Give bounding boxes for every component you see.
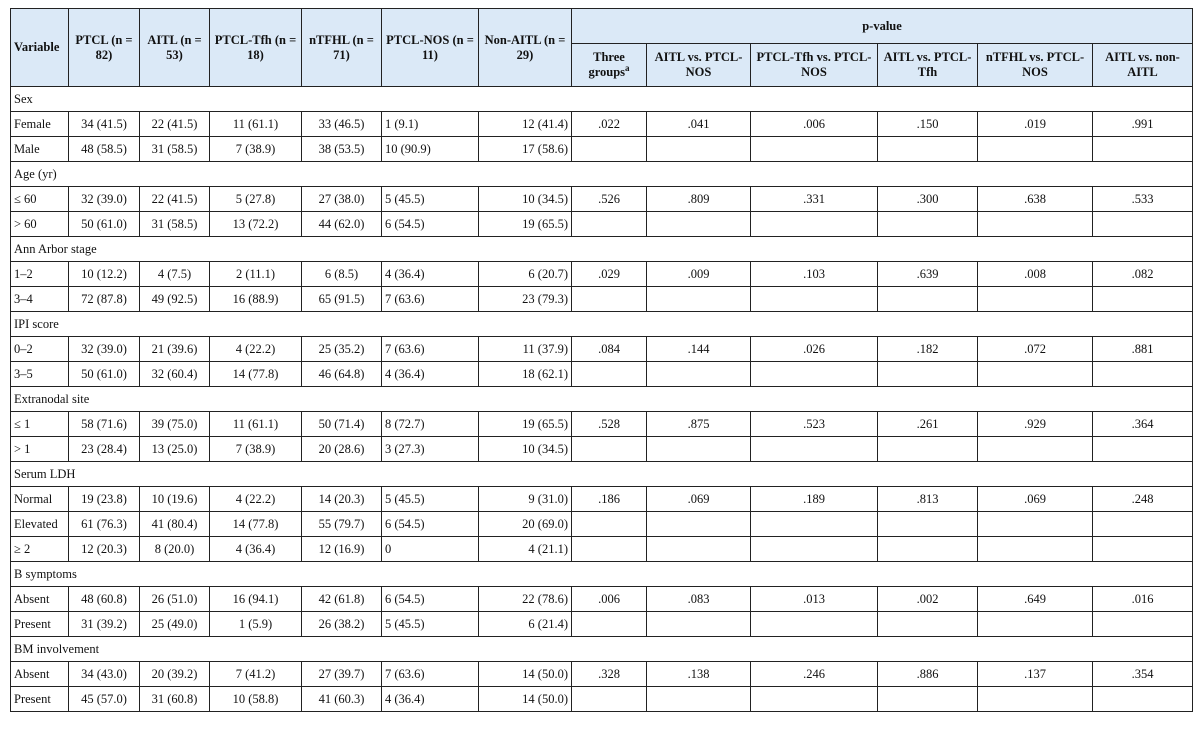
- p-value-cell: .103: [751, 262, 878, 287]
- table-row: [11, 437, 1193, 462]
- table-row: [11, 262, 1193, 287]
- group-label: Serum LDH: [11, 462, 1193, 487]
- p-value-cell: .002: [878, 587, 978, 612]
- p-value-cell: .354: [1093, 662, 1193, 687]
- count-cell: 41 (60.3): [302, 687, 382, 712]
- p-value-cell: .186: [572, 487, 647, 512]
- count-cell: 50 (61.0): [69, 362, 140, 387]
- count-cell: 14 (77.8): [210, 512, 302, 537]
- p-value-cell: [751, 512, 878, 537]
- p-value-cell: .009: [647, 262, 751, 287]
- count-cell: 41 (80.4): [140, 512, 210, 537]
- count-cell: 1 (9.1): [382, 112, 479, 137]
- p-value-cell: [647, 437, 751, 462]
- group-row: [11, 562, 1193, 587]
- count-cell: 6 (8.5): [302, 262, 382, 287]
- count-cell: 44 (62.0): [302, 212, 382, 237]
- p-value-cell: [751, 687, 878, 712]
- p-value-cell: .528: [572, 412, 647, 437]
- table-row: [11, 112, 1193, 137]
- count-cell: 22 (41.5): [140, 112, 210, 137]
- p-value-cell: .041: [647, 112, 751, 137]
- count-cell: 3 (27.3): [382, 437, 479, 462]
- group-label: Extranodal site: [11, 387, 1193, 412]
- table-row: [11, 487, 1193, 512]
- p-value-cell: [978, 687, 1093, 712]
- header-variable: Variable: [11, 9, 69, 87]
- p-value-cell: [878, 212, 978, 237]
- group-row: [11, 87, 1193, 112]
- group-label: Sex: [11, 87, 1193, 112]
- header-aitl-vs-ptcl-nos: AITL vs. PTCL-NOS: [647, 44, 751, 87]
- count-cell: 25 (49.0): [140, 612, 210, 637]
- count-cell: 20 (69.0): [479, 512, 572, 537]
- count-cell: 32 (60.4): [140, 362, 210, 387]
- p-value-cell: .069: [978, 487, 1093, 512]
- p-value-cell: .875: [647, 412, 751, 437]
- p-value-cell: [647, 362, 751, 387]
- p-value-cell: .006: [572, 587, 647, 612]
- p-value-cell: [751, 362, 878, 387]
- p-value-cell: [978, 212, 1093, 237]
- p-value-cell: [572, 137, 647, 162]
- count-cell: 16 (88.9): [210, 287, 302, 312]
- count-cell: 31 (58.5): [140, 212, 210, 237]
- count-cell: 32 (39.0): [69, 187, 140, 212]
- count-cell: 31 (60.8): [140, 687, 210, 712]
- count-cell: 18 (62.1): [479, 362, 572, 387]
- p-value-cell: .813: [878, 487, 978, 512]
- category-cell: Absent: [11, 662, 69, 687]
- count-cell: 16 (94.1): [210, 587, 302, 612]
- count-cell: 14 (77.8): [210, 362, 302, 387]
- p-value-cell: .013: [751, 587, 878, 612]
- p-value-cell: [878, 437, 978, 462]
- p-value-cell: .638: [978, 187, 1093, 212]
- p-value-cell: [978, 512, 1093, 537]
- p-value-cell: [1093, 362, 1193, 387]
- count-cell: 6 (54.5): [382, 587, 479, 612]
- group-row: [11, 237, 1193, 262]
- header-aitl-vs-ptcl-tfh: AITL vs. PTCL-Tfh: [878, 44, 978, 87]
- header-ptcl-tfh-vs-ptcl-nos: PTCL-Tfh vs. PTCL-NOS: [751, 44, 878, 87]
- p-value-cell: [878, 537, 978, 562]
- count-cell: 46 (64.8): [302, 362, 382, 387]
- count-cell: 21 (39.6): [140, 337, 210, 362]
- group-row: [11, 462, 1193, 487]
- category-cell: > 1: [11, 437, 69, 462]
- p-value-cell: [978, 437, 1093, 462]
- group-label: BM involvement: [11, 637, 1193, 662]
- count-cell: 7 (63.6): [382, 337, 479, 362]
- count-cell: 48 (58.5): [69, 137, 140, 162]
- category-cell: Present: [11, 687, 69, 712]
- clinical-characteristics-table: [10, 8, 1193, 712]
- count-cell: 4 (21.1): [479, 537, 572, 562]
- p-value-cell: .261: [878, 412, 978, 437]
- count-cell: 39 (75.0): [140, 412, 210, 437]
- p-value-cell: [647, 512, 751, 537]
- table-row: [11, 662, 1193, 687]
- p-value-cell: [751, 212, 878, 237]
- p-value-cell: [572, 362, 647, 387]
- count-cell: 10 (12.2): [69, 262, 140, 287]
- p-value-cell: .006: [751, 112, 878, 137]
- p-value-cell: .248: [1093, 487, 1193, 512]
- count-cell: 50 (61.0): [69, 212, 140, 237]
- count-cell: 5 (45.5): [382, 487, 479, 512]
- header-aitl-vs-non-aitl: AITL vs. non-AITL: [1093, 44, 1193, 87]
- group-label: IPI score: [11, 312, 1193, 337]
- count-cell: 12 (41.4): [479, 112, 572, 137]
- group-label: Ann Arbor stage: [11, 237, 1193, 262]
- count-cell: 4 (22.2): [210, 487, 302, 512]
- count-cell: 10 (90.9): [382, 137, 479, 162]
- count-cell: 7 (38.9): [210, 437, 302, 462]
- category-cell: Male: [11, 137, 69, 162]
- count-cell: 14 (50.0): [479, 687, 572, 712]
- p-value-cell: .150: [878, 112, 978, 137]
- header-ntfhl-vs-ptcl-nos: nTFHL vs. PTCL-NOS: [978, 44, 1093, 87]
- p-value-cell: .533: [1093, 187, 1193, 212]
- count-cell: 22 (41.5): [140, 187, 210, 212]
- p-value-cell: [647, 537, 751, 562]
- count-cell: 9 (31.0): [479, 487, 572, 512]
- p-value-cell: .182: [878, 337, 978, 362]
- table-row: [11, 362, 1193, 387]
- p-value-cell: [878, 687, 978, 712]
- p-value-cell: [572, 687, 647, 712]
- category-cell: 3–5: [11, 362, 69, 387]
- p-value-cell: [572, 437, 647, 462]
- count-cell: 13 (25.0): [140, 437, 210, 462]
- count-cell: 25 (35.2): [302, 337, 382, 362]
- count-cell: 6 (54.5): [382, 212, 479, 237]
- category-cell: 3–4: [11, 287, 69, 312]
- p-value-cell: [1093, 437, 1193, 462]
- count-cell: 49 (92.5): [140, 287, 210, 312]
- count-cell: 8 (20.0): [140, 537, 210, 562]
- p-value-cell: .138: [647, 662, 751, 687]
- p-value-cell: .991: [1093, 112, 1193, 137]
- p-value-cell: .300: [878, 187, 978, 212]
- count-cell: 10 (34.5): [479, 187, 572, 212]
- count-cell: 31 (58.5): [140, 137, 210, 162]
- table-row: [11, 212, 1193, 237]
- count-cell: 11 (37.9): [479, 337, 572, 362]
- header-three-groups-footnote: a: [625, 62, 630, 73]
- table-row: [11, 612, 1193, 637]
- header-ptcl-tfh: PTCL-Tfh (n = 18): [210, 9, 302, 87]
- table-row: [11, 537, 1193, 562]
- p-value-cell: .082: [1093, 262, 1193, 287]
- p-value-cell: .331: [751, 187, 878, 212]
- table-header: [11, 9, 1193, 87]
- count-cell: 5 (27.8): [210, 187, 302, 212]
- p-value-cell: [1093, 137, 1193, 162]
- count-cell: 7 (63.6): [382, 662, 479, 687]
- count-cell: 7 (41.2): [210, 662, 302, 687]
- header-non-aitl: Non-AITL (n = 29): [479, 9, 572, 87]
- count-cell: 72 (87.8): [69, 287, 140, 312]
- table-row: [11, 187, 1193, 212]
- p-value-cell: [878, 287, 978, 312]
- count-cell: 33 (46.5): [302, 112, 382, 137]
- count-cell: 26 (38.2): [302, 612, 382, 637]
- count-cell: 4 (36.4): [382, 687, 479, 712]
- p-value-cell: .523: [751, 412, 878, 437]
- count-cell: 12 (20.3): [69, 537, 140, 562]
- p-value-cell: .144: [647, 337, 751, 362]
- count-cell: 1 (5.9): [210, 612, 302, 637]
- category-cell: Female: [11, 112, 69, 137]
- count-cell: 10 (19.6): [140, 487, 210, 512]
- p-value-cell: .137: [978, 662, 1093, 687]
- count-cell: 27 (39.7): [302, 662, 382, 687]
- group-row: [11, 387, 1193, 412]
- category-cell: Elevated: [11, 512, 69, 537]
- count-cell: 45 (57.0): [69, 687, 140, 712]
- p-value-cell: .026: [751, 337, 878, 362]
- p-value-cell: [1093, 612, 1193, 637]
- group-row: [11, 312, 1193, 337]
- table-row: [11, 137, 1193, 162]
- category-cell: 1–2: [11, 262, 69, 287]
- group-label: B symptoms: [11, 562, 1193, 587]
- count-cell: 19 (65.5): [479, 412, 572, 437]
- p-value-cell: [978, 287, 1093, 312]
- category-cell: Present: [11, 612, 69, 637]
- table-row: [11, 287, 1193, 312]
- count-cell: 32 (39.0): [69, 337, 140, 362]
- count-cell: 34 (43.0): [69, 662, 140, 687]
- p-value-cell: .639: [878, 262, 978, 287]
- header-three-groups: [572, 44, 647, 87]
- p-value-cell: [572, 612, 647, 637]
- header-ntfhl: nTFHL (n = 71): [302, 9, 382, 87]
- p-value-cell: .084: [572, 337, 647, 362]
- count-cell: 26 (51.0): [140, 587, 210, 612]
- group-row: [11, 637, 1193, 662]
- header-three-groups-label: Three groups: [588, 50, 626, 79]
- count-cell: 20 (28.6): [302, 437, 382, 462]
- count-cell: 38 (53.5): [302, 137, 382, 162]
- count-cell: 13 (72.2): [210, 212, 302, 237]
- table-row: [11, 412, 1193, 437]
- p-value-cell: [1093, 212, 1193, 237]
- count-cell: 11 (61.1): [210, 412, 302, 437]
- count-cell: 7 (63.6): [382, 287, 479, 312]
- p-value-cell: [647, 612, 751, 637]
- count-cell: 23 (79.3): [479, 287, 572, 312]
- p-value-cell: [878, 612, 978, 637]
- table-body: [11, 87, 1193, 712]
- p-value-cell: [572, 512, 647, 537]
- p-value-cell: .072: [978, 337, 1093, 362]
- header-ptcl-nos: PTCL-NOS (n = 11): [382, 9, 479, 87]
- p-value-cell: [1093, 687, 1193, 712]
- count-cell: 27 (38.0): [302, 187, 382, 212]
- p-value-cell: [572, 537, 647, 562]
- table-row: [11, 337, 1193, 362]
- count-cell: 10 (58.8): [210, 687, 302, 712]
- count-cell: 65 (91.5): [302, 287, 382, 312]
- count-cell: 4 (36.4): [210, 537, 302, 562]
- p-value-cell: [572, 287, 647, 312]
- p-value-cell: [647, 687, 751, 712]
- category-cell: 0–2: [11, 337, 69, 362]
- p-value-cell: [978, 362, 1093, 387]
- p-value-cell: [647, 212, 751, 237]
- category-cell: Absent: [11, 587, 69, 612]
- category-cell: ≤ 60: [11, 187, 69, 212]
- count-cell: 4 (36.4): [382, 262, 479, 287]
- p-value-cell: [878, 362, 978, 387]
- count-cell: 14 (20.3): [302, 487, 382, 512]
- count-cell: 19 (23.8): [69, 487, 140, 512]
- count-cell: 5 (45.5): [382, 187, 479, 212]
- count-cell: 34 (41.5): [69, 112, 140, 137]
- category-cell: ≤ 1: [11, 412, 69, 437]
- group-row: [11, 162, 1193, 187]
- p-value-cell: [1093, 537, 1193, 562]
- count-cell: 6 (54.5): [382, 512, 479, 537]
- table-row: [11, 512, 1193, 537]
- p-value-cell: .328: [572, 662, 647, 687]
- p-value-cell: .364: [1093, 412, 1193, 437]
- count-cell: 12 (16.9): [302, 537, 382, 562]
- header-ptcl: PTCL (n = 82): [69, 9, 140, 87]
- p-value-cell: .029: [572, 262, 647, 287]
- count-cell: 42 (61.8): [302, 587, 382, 612]
- p-value-cell: .083: [647, 587, 751, 612]
- count-cell: 4 (22.2): [210, 337, 302, 362]
- p-value-cell: [1093, 512, 1193, 537]
- count-cell: 6 (21.4): [479, 612, 572, 637]
- p-value-cell: [978, 612, 1093, 637]
- p-value-cell: [878, 512, 978, 537]
- p-value-cell: .008: [978, 262, 1093, 287]
- count-cell: 11 (61.1): [210, 112, 302, 137]
- category-cell: Normal: [11, 487, 69, 512]
- p-value-cell: [978, 537, 1093, 562]
- p-value-cell: [572, 212, 647, 237]
- p-value-cell: [1093, 287, 1193, 312]
- count-cell: 17 (58.6): [479, 137, 572, 162]
- count-cell: 48 (60.8): [69, 587, 140, 612]
- count-cell: 19 (65.5): [479, 212, 572, 237]
- count-cell: 4 (36.4): [382, 362, 479, 387]
- count-cell: 14 (50.0): [479, 662, 572, 687]
- p-value-cell: .189: [751, 487, 878, 512]
- p-value-cell: [878, 137, 978, 162]
- count-cell: 31 (39.2): [69, 612, 140, 637]
- p-value-cell: .019: [978, 112, 1093, 137]
- p-value-cell: .886: [878, 662, 978, 687]
- count-cell: 5 (45.5): [382, 612, 479, 637]
- header-aitl: AITL (n = 53): [140, 9, 210, 87]
- count-cell: 0: [382, 537, 479, 562]
- category-cell: ≥ 2: [11, 537, 69, 562]
- p-value-cell: [978, 137, 1093, 162]
- count-cell: 6 (20.7): [479, 262, 572, 287]
- count-cell: 61 (76.3): [69, 512, 140, 537]
- header-p-value: p-value: [572, 9, 1193, 44]
- p-value-cell: .649: [978, 587, 1093, 612]
- count-cell: 8 (72.7): [382, 412, 479, 437]
- count-cell: 55 (79.7): [302, 512, 382, 537]
- p-value-cell: .881: [1093, 337, 1193, 362]
- p-value-cell: .016: [1093, 587, 1193, 612]
- p-value-cell: [647, 137, 751, 162]
- category-cell: > 60: [11, 212, 69, 237]
- table-row: [11, 587, 1193, 612]
- count-cell: 23 (28.4): [69, 437, 140, 462]
- p-value-cell: .246: [751, 662, 878, 687]
- group-label: Age (yr): [11, 162, 1193, 187]
- p-value-cell: [751, 287, 878, 312]
- count-cell: 10 (34.5): [479, 437, 572, 462]
- count-cell: 7 (38.9): [210, 137, 302, 162]
- count-cell: 50 (71.4): [302, 412, 382, 437]
- p-value-cell: .929: [978, 412, 1093, 437]
- p-value-cell: .069: [647, 487, 751, 512]
- p-value-cell: .022: [572, 112, 647, 137]
- count-cell: 58 (71.6): [69, 412, 140, 437]
- count-cell: 20 (39.2): [140, 662, 210, 687]
- p-value-cell: .526: [572, 187, 647, 212]
- p-value-cell: .809: [647, 187, 751, 212]
- p-value-cell: [647, 287, 751, 312]
- count-cell: 2 (11.1): [210, 262, 302, 287]
- count-cell: 22 (78.6): [479, 587, 572, 612]
- p-value-cell: [751, 437, 878, 462]
- p-value-cell: [751, 537, 878, 562]
- count-cell: 4 (7.5): [140, 262, 210, 287]
- p-value-cell: [751, 137, 878, 162]
- p-value-cell: [751, 612, 878, 637]
- table-row: [11, 687, 1193, 712]
